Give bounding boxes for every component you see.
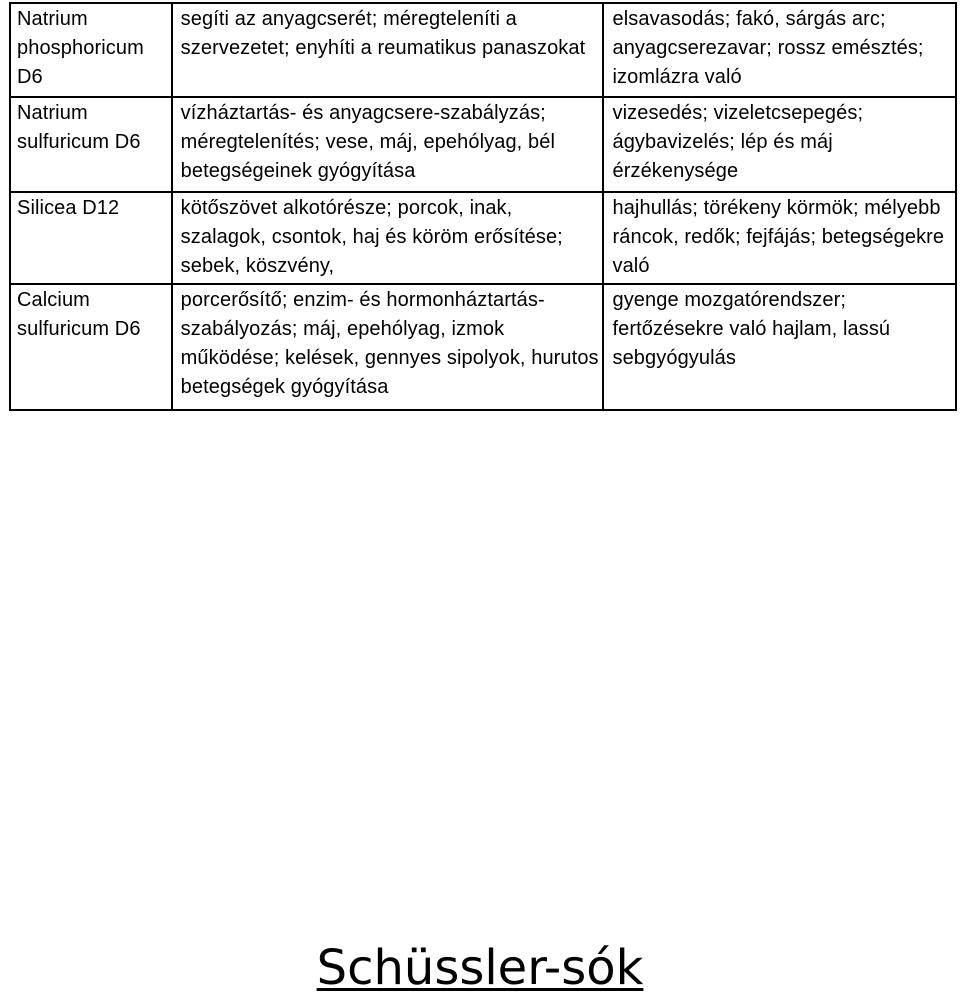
salt-effect: kötőszövet alkotórésze; porcok, inak, szalagok, csontok, haj és köröm erősítése; sebek, köszvény, (180, 196, 563, 277)
salt-effect-cell (172, 3, 604, 97)
salt-symptoms-cell (603, 284, 956, 410)
salt-name: Calcium sulfuricum D6 (17, 289, 141, 341)
table-row (10, 3, 956, 97)
salt-effect-cell (172, 192, 604, 284)
salt-effect-cell (172, 97, 604, 191)
salt-name-cell (10, 97, 172, 191)
salt-symptoms-cell (603, 3, 956, 97)
salt-name-cell (10, 284, 172, 410)
salt-symptoms-cell (603, 97, 956, 191)
salt-name-cell (10, 192, 172, 284)
salt-name: Natrium phosphoricum D6 (17, 8, 144, 88)
page-title: Schüssler-sók (316, 940, 644, 996)
salt-name: Natrium sulfuricum D6 (17, 102, 141, 154)
salt-symptoms-cell (603, 192, 956, 284)
salt-symptoms: elsavasodás; fakó, sárgás arc; anyagcserezavar; rossz emésztés; izomlázra való (612, 8, 924, 88)
table-row (10, 192, 956, 284)
salt-effect: porcerősítő; enzim- és hormonháztartás-szabályozás; máj, epehólyag, izmok működése; kelések, gennyes sipolyok, hurutos betegségek gyógyítása (180, 289, 599, 399)
salt-effect: segíti az anyagcserét; méregteleníti a szervezetet; enyhíti a reumatikus panaszokat (180, 8, 586, 59)
table-row (10, 97, 956, 191)
salt-name: Silicea D12 (17, 196, 120, 219)
salt-symptoms: vizesedés; vizeletcsepegés; ágybavizelés; lép és máj érzékenysége (612, 102, 864, 183)
salt-effect-cell (172, 284, 604, 410)
salt-symptoms: gyenge mozgatórendszer; fertőzésekre való hajlam, lassú sebgyógyulás (612, 289, 891, 370)
salt-symptoms: hajhullás; törékeny körmök; mélyebb ráncok, redők; fejfájás; betegségekre való (612, 196, 945, 277)
table-row (10, 284, 956, 410)
salt-name-cell (10, 3, 172, 97)
salt-table (9, 2, 957, 411)
salt-effect: vízháztartás- és anyagcsere-szabályzás; méregtelenítés; vese, máj, epehólyag, bél betegségeinek gyógyítása (180, 102, 555, 183)
